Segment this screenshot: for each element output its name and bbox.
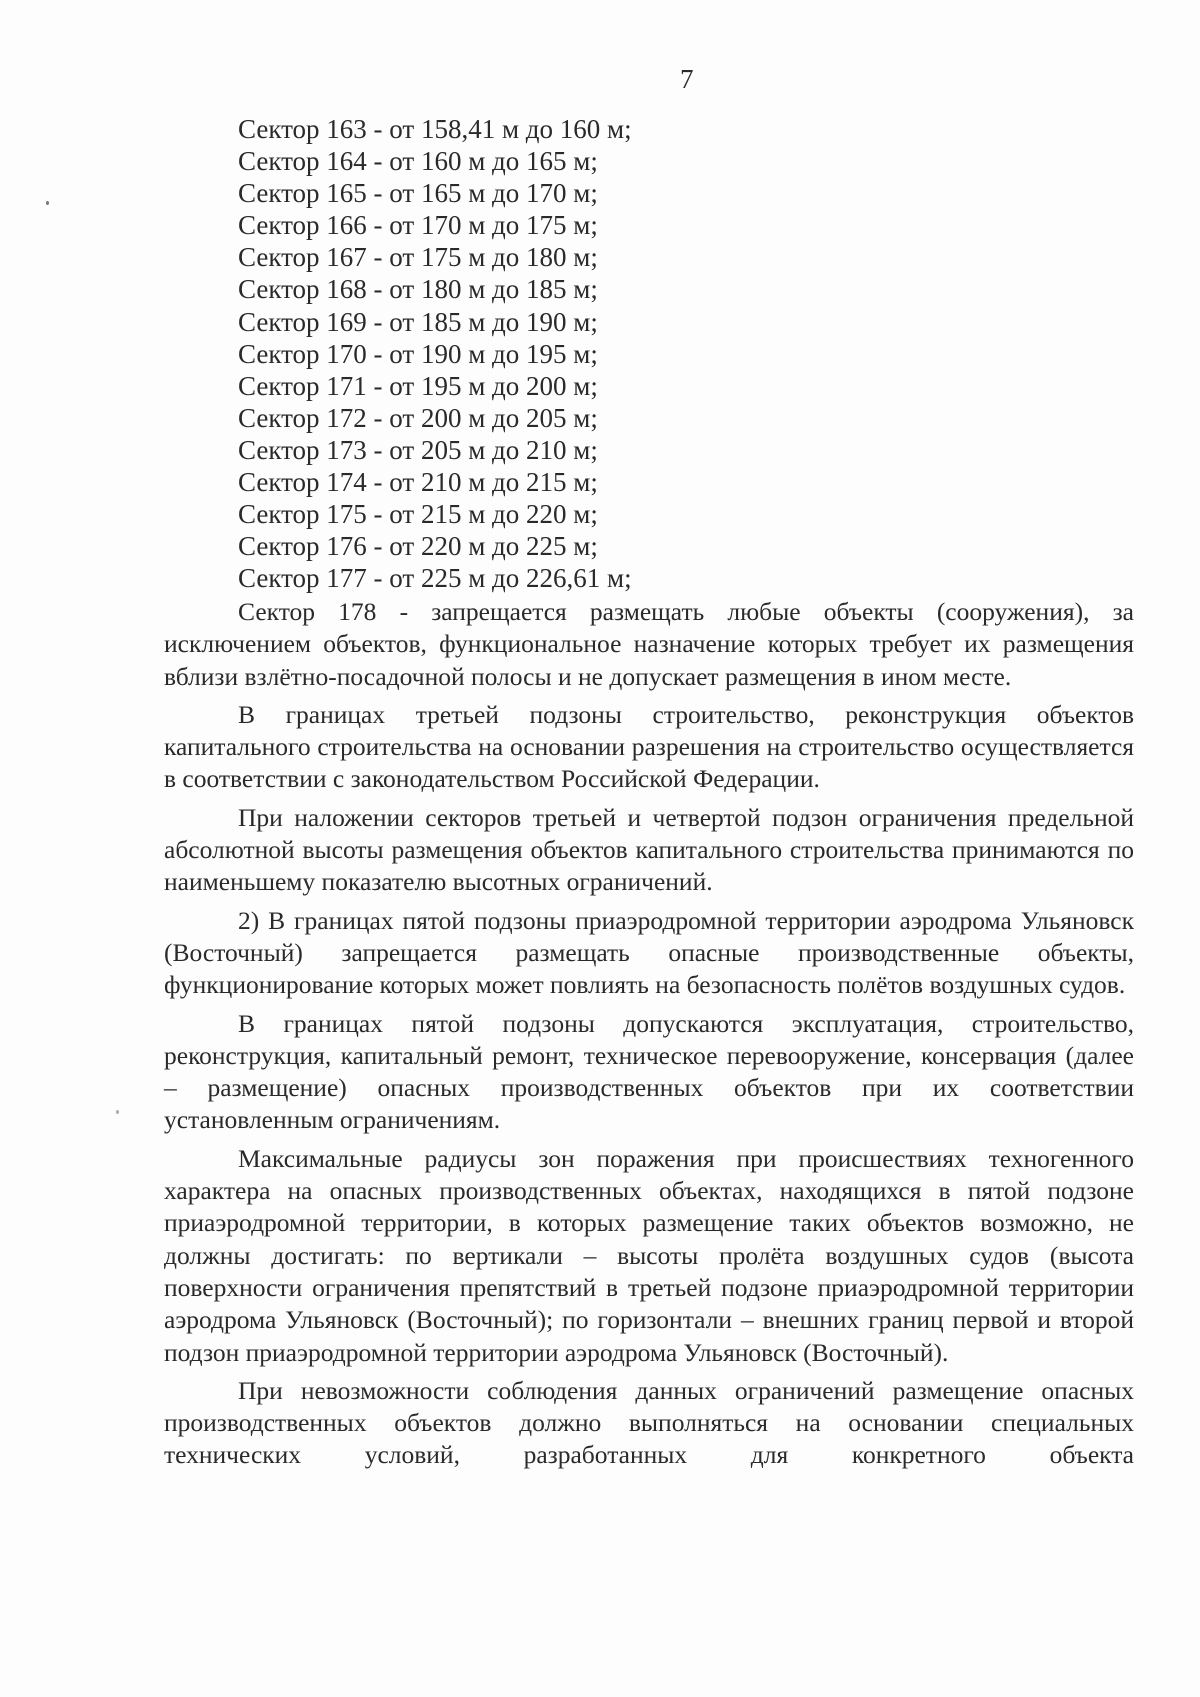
list-item: Сектор 165 - от 165 м до 170 м; bbox=[238, 178, 598, 209]
paragraph-fifth-subzone: 2) В границах пятой подзоны приаэродромной территории аэродрома Ульяновск (Восточный) запрещается размещать опасные производственные объекты, функционирование которых может повлиять на безопасность полётов воздушных судов. bbox=[164, 905, 1134, 1000]
list-item: Сектор 166 - от 170 м до 175 м; bbox=[238, 210, 598, 241]
list-item: Сектор 164 - от 160 м до 165 м; bbox=[238, 146, 598, 177]
paragraph-third-subzone: В границах третьей подзоны строительство, реконструкция объектов капитального строительства на основании разрешения на строительство осуществляется в соответствии с законодательством Российской Федерации. bbox=[164, 699, 1134, 794]
list-item: Сектор 175 - от 215 м до 220 м; bbox=[238, 499, 598, 530]
paragraph-max-radius: Максимальные радиусы зон поражения при происшествиях техногенного характера на опасных производственных объектах, находящихся в пятой подзоне приаэродромной территории, в которых размещение таких объектов возможно, не должны достигать: по вертикали – высоты пролёта воздушных судов (высота поверхности ограничения препятствий в третьей подзоне приаэродромной территории аэродрома Ульяновск (Восточный); по горизонтали – внешних границ первой и второй подзон приаэродромной территории аэродрома Ульяновск (Восточный). bbox=[164, 1143, 1134, 1367]
list-item: Сектор 172 - от 200 м до 205 м; bbox=[238, 402, 598, 433]
paragraph-overlap: При наложении секторов третьей и четвертой подзон ограничения предельной абсолютной высоты размещения объектов капитального строительства принимаются по наименьшему показателю высотных ограничений. bbox=[164, 802, 1134, 897]
paragraph-fifth-subzone-allowed: В границах пятой подзоны допускаются эксплуатация, строительство, реконструкция, капитальный ремонт, техническое перевооружение, консервация (далее – размещение) опасных производственных объектов при их соответствии установленным ограничениям. bbox=[164, 1008, 1134, 1135]
body-text bbox=[164, 596, 1134, 1472]
list-item: Сектор 177 - от 225 м до 226,61 м; bbox=[238, 563, 632, 594]
list-item: Сектор 176 - от 220 м до 225 м; bbox=[238, 531, 598, 562]
list-item: Сектор 167 - от 175 м до 180 м; bbox=[238, 242, 598, 273]
list-item: Сектор 173 - от 205 м до 210 м; bbox=[238, 434, 598, 465]
list-item: Сектор 171 - от 195 м до 200 м; bbox=[238, 370, 598, 401]
list-item: Сектор 168 - от 180 м до 185 м; bbox=[238, 274, 598, 305]
paragraph-special-conditions: При невозможности соблюдения данных ограничений размещение опасных производственных объектов должно выполняться на основании специальных технических условий, разработанных для конкретного объекта bbox=[164, 1375, 1134, 1470]
sector-list bbox=[238, 113, 632, 594]
list-item: Сектор 174 - от 210 м до 215 м; bbox=[238, 467, 598, 498]
list-item: Сектор 163 - от 158,41 м до 160 м; bbox=[238, 114, 632, 144]
paragraph-sector-178: Сектор 178 - запрещается размещать любые объекты (сооружения), за исключением объектов, функциональное назначение которых требует их размещения вблизи взлётно-посадочной полосы и не допускает размещения в ином месте. bbox=[164, 597, 1134, 691]
list-item: Сектор 169 - от 185 м до 190 м; bbox=[238, 306, 598, 337]
scan-speck bbox=[46, 201, 49, 205]
scan-speck bbox=[116, 1110, 119, 1114]
page-number: 7 bbox=[680, 64, 694, 94]
list-item: Сектор 170 - от 190 м до 195 м; bbox=[238, 338, 598, 369]
